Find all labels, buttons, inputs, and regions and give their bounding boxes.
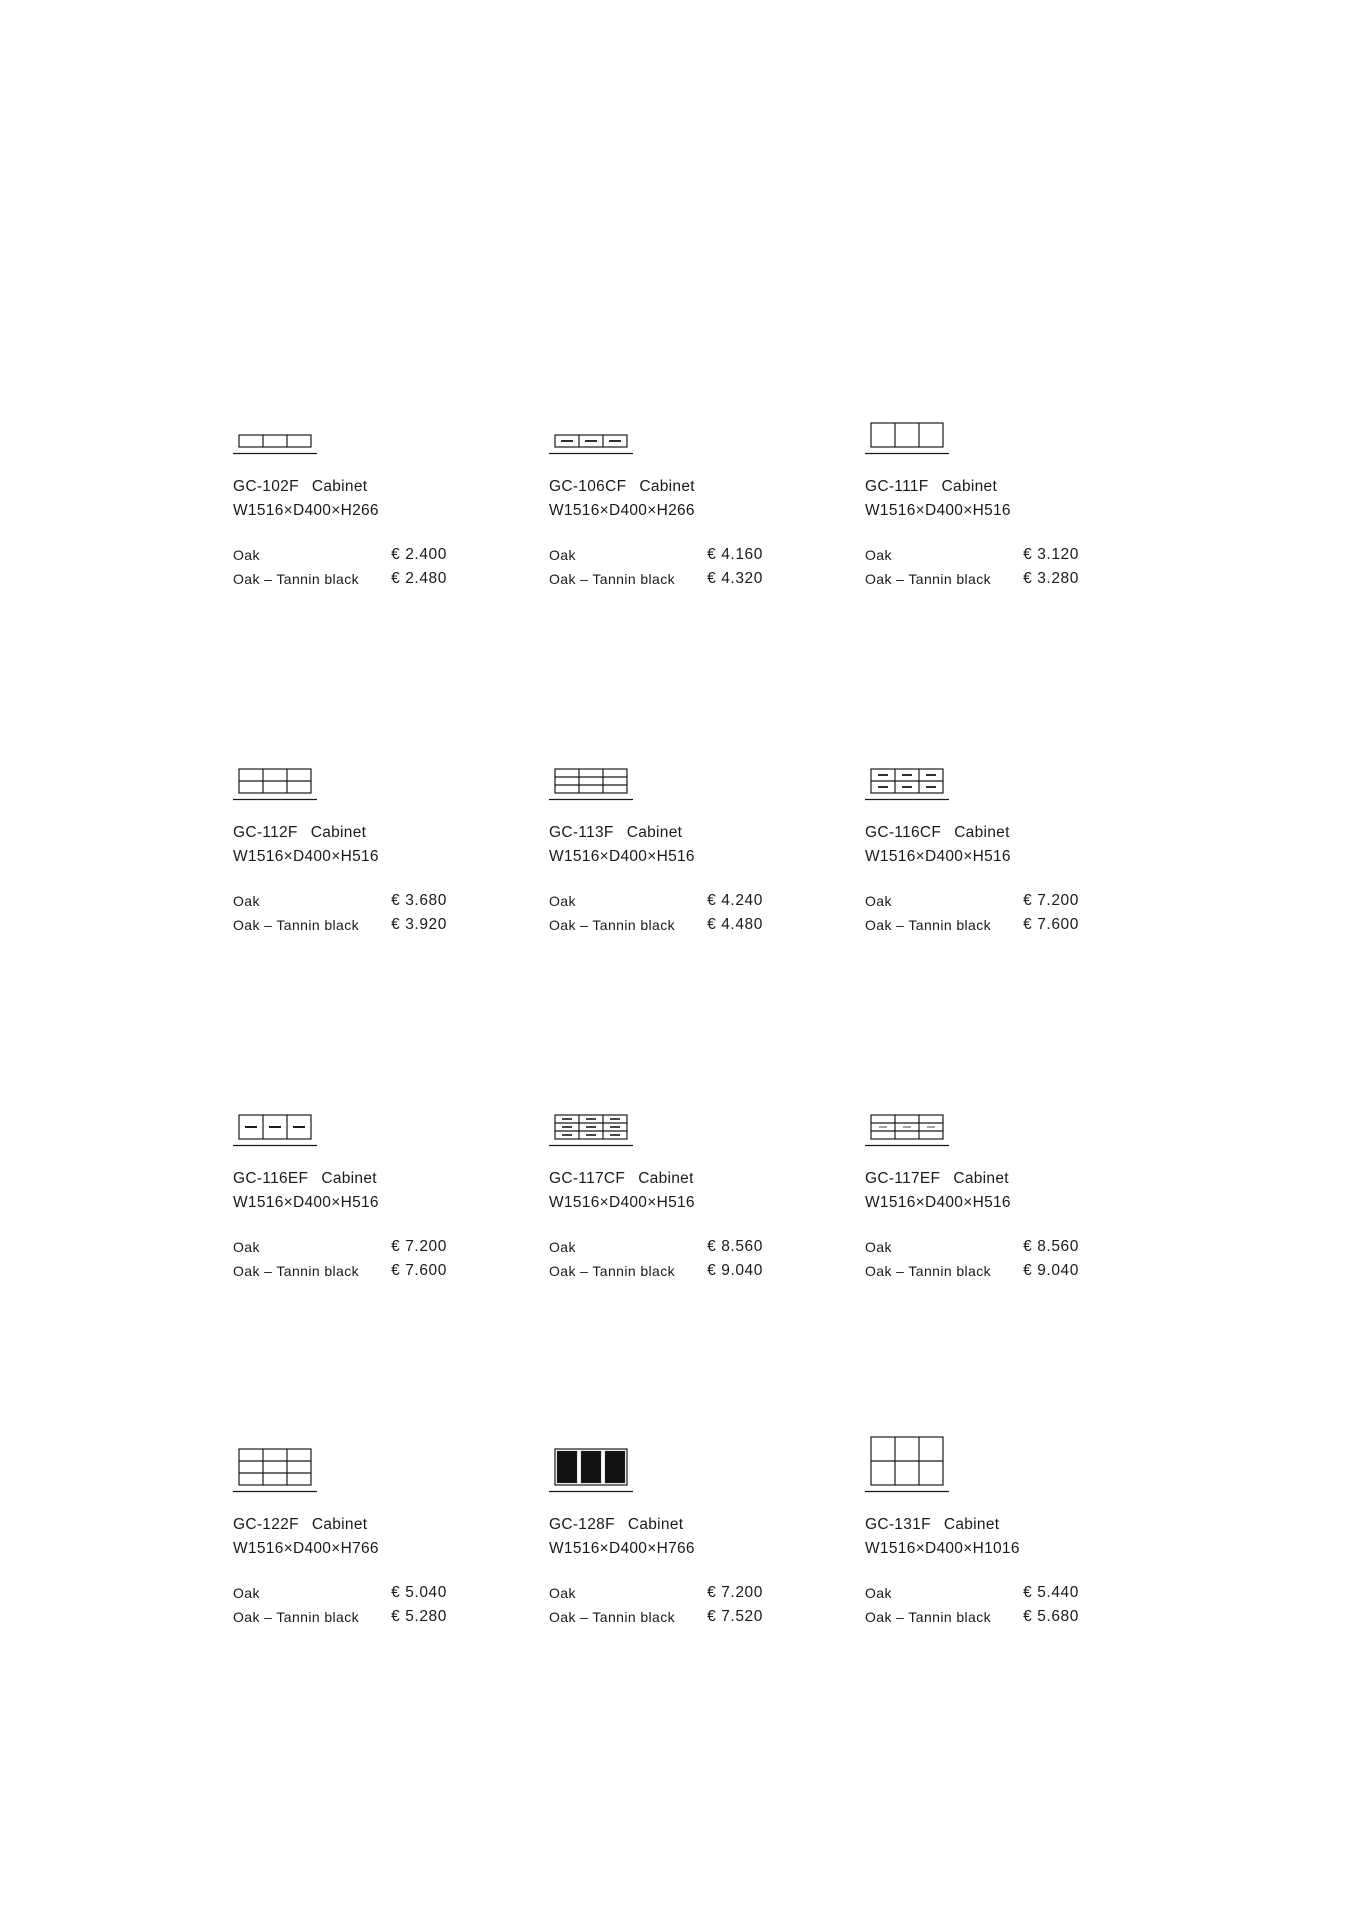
product-item [233, 1097, 549, 1443]
finish-label: Oak – Tannin black [233, 917, 360, 933]
finish-label: Oak [549, 893, 576, 909]
product-item [549, 1443, 865, 1789]
price-value: € 3.680 [391, 892, 447, 909]
finish-label: Oak [233, 547, 260, 563]
finish-label: Oak – Tannin black [233, 571, 360, 587]
price-row [233, 1581, 447, 1605]
price-row [233, 1259, 447, 1283]
product-dimensions: W1516×D400×H766 [549, 1540, 695, 1557]
price-row [233, 567, 447, 591]
finish-label: Oak [233, 1239, 260, 1255]
price-row [865, 1259, 1079, 1283]
price-value: € 9.040 [707, 1262, 763, 1279]
product-type: Cabinet [639, 478, 695, 495]
product-type: Cabinet [943, 1516, 1000, 1533]
finish-label: Oak [865, 1239, 892, 1255]
price-row [233, 543, 447, 567]
product-dimensions: W1516×D400×H266 [549, 502, 695, 519]
price-value: € 9.040 [1023, 1262, 1079, 1279]
product-dimensions: W1516×D400×H1016 [865, 1540, 1020, 1557]
product-type: Cabinet [321, 1170, 377, 1187]
product-code: GC-102F [233, 478, 299, 495]
product-item [549, 751, 865, 1097]
price-row [233, 1605, 447, 1629]
price-row [865, 1235, 1079, 1259]
product-code: GC-117EF [865, 1170, 941, 1187]
product-dimensions: W1516×D400×H516 [865, 1194, 1011, 1211]
finish-label: Oak – Tannin black [549, 1609, 676, 1625]
finish-label: Oak – Tannin black [549, 1263, 676, 1279]
finish-label: Oak [865, 1585, 892, 1601]
product-type: Cabinet [311, 1516, 368, 1533]
product-item [233, 751, 549, 1097]
product-type: Cabinet [310, 824, 367, 841]
product-type: Cabinet [638, 1170, 694, 1187]
price-value: € 7.520 [707, 1608, 763, 1625]
finish-label: Oak – Tannin black [549, 571, 676, 587]
product-item [865, 751, 1173, 1097]
price-row [549, 889, 763, 913]
price-row [549, 1581, 763, 1605]
product-dimensions: W1516×D400×H516 [233, 1194, 379, 1211]
product-code: GC-128F [549, 1516, 615, 1533]
finish-label: Oak – Tannin black [865, 1263, 992, 1279]
price-value: € 7.200 [1023, 892, 1079, 909]
finish-label: Oak [865, 893, 892, 909]
price-row [865, 1581, 1079, 1605]
price-value: € 3.120 [1023, 546, 1079, 563]
price-row [233, 1235, 447, 1259]
product-dimensions: W1516×D400×H766 [233, 1540, 379, 1557]
product-code: GC-116CF [865, 824, 942, 841]
product-dimensions: W1516×D400×H516 [549, 1194, 695, 1211]
product-code: GC-131F [865, 1516, 931, 1533]
price-row [549, 1605, 763, 1629]
price-value: € 4.320 [707, 570, 763, 587]
cabinet-3x2-shelves-icon [233, 761, 317, 801]
price-value: € 7.600 [391, 1262, 447, 1279]
finish-label: Oak – Tannin black [549, 917, 676, 933]
product-dimensions: W1516×D400×H516 [233, 848, 379, 865]
product-type: Cabinet [953, 1170, 1009, 1187]
price-value: € 7.200 [391, 1238, 447, 1255]
product-item [865, 1097, 1173, 1443]
product-code: GC-113F [549, 824, 614, 841]
finish-label: Oak – Tannin black [865, 917, 992, 933]
product-item [865, 405, 1173, 751]
product-item [865, 1443, 1173, 1789]
product-code: GC-122F [233, 1516, 299, 1533]
finish-label: Oak – Tannin black [233, 1609, 360, 1625]
finish-label: Oak [233, 1585, 260, 1601]
cabinet-3x3-grid-icon [233, 1445, 317, 1493]
product-type: Cabinet [626, 824, 683, 841]
product-code: GC-106CF [549, 478, 627, 495]
finish-label: Oak [233, 893, 260, 909]
price-value: € 5.040 [391, 1584, 447, 1601]
price-row [233, 889, 447, 913]
price-row [865, 913, 1079, 937]
price-value: € 3.280 [1023, 570, 1079, 587]
price-value: € 3.920 [391, 916, 447, 933]
price-value: € 7.600 [1023, 916, 1079, 933]
price-row [865, 543, 1079, 567]
price-value: € 2.480 [391, 570, 447, 587]
product-code: GC-111F [865, 478, 929, 495]
cabinet-3-doors-handles-icon [233, 1107, 317, 1147]
finish-label: Oak – Tannin black [233, 1263, 360, 1279]
price-value: € 4.160 [707, 546, 763, 563]
product-type: Cabinet [941, 478, 998, 495]
cabinet-3-drawers-low-icon [549, 415, 633, 455]
product-item [233, 1443, 549, 1789]
cabinet-3-open-mid-icon [865, 415, 949, 455]
price-value: € 8.560 [1023, 1238, 1079, 1255]
cabinet-3x2-drawers-icon [865, 761, 949, 801]
product-type: Cabinet [627, 1516, 684, 1533]
price-row [549, 913, 763, 937]
price-row [549, 1259, 763, 1283]
product-dimensions: W1516×D400×H516 [865, 502, 1011, 519]
product-code: GC-112F [233, 824, 298, 841]
product-item [549, 405, 865, 751]
price-value: € 2.400 [391, 546, 447, 563]
price-row [865, 889, 1079, 913]
price-value: € 4.240 [707, 892, 763, 909]
product-dimensions: W1516×D400×H266 [233, 502, 379, 519]
cabinet-3-black-doors-icon [549, 1445, 633, 1493]
price-row [233, 913, 447, 937]
product-item [233, 405, 549, 751]
finish-label: Oak [549, 1585, 576, 1601]
finish-label: Oak – Tannin black [865, 571, 992, 587]
product-dimensions: W1516×D400×H516 [865, 848, 1011, 865]
product-dimensions: W1516×D400×H516 [549, 848, 695, 865]
price-row [549, 1235, 763, 1259]
cabinet-3x3-drawers-icon [549, 1107, 633, 1147]
product-grid [233, 405, 1173, 1789]
price-value: € 5.680 [1023, 1608, 1079, 1625]
product-type: Cabinet [954, 824, 1010, 841]
price-row [865, 567, 1079, 591]
price-value: € 8.560 [707, 1238, 763, 1255]
finish-label: Oak [865, 547, 892, 563]
cabinet-3x2-tall-icon [865, 1435, 949, 1493]
product-item [549, 1097, 865, 1443]
cabinet-3-open-low-icon [233, 415, 317, 455]
price-row [549, 567, 763, 591]
price-value: € 7.200 [707, 1584, 763, 1601]
cabinet-3x3-shelves-icon [549, 761, 633, 801]
finish-label: Oak [549, 1239, 576, 1255]
cabinet-3x3-drawers-thin-icon [865, 1107, 949, 1147]
price-value: € 5.440 [1023, 1584, 1079, 1601]
finish-label: Oak – Tannin black [865, 1609, 992, 1625]
price-value: € 4.480 [707, 916, 763, 933]
price-row [865, 1605, 1079, 1629]
price-value: € 5.280 [391, 1608, 447, 1625]
finish-label: Oak [549, 547, 576, 563]
product-code: GC-117CF [549, 1170, 626, 1187]
product-code: GC-116EF [233, 1170, 309, 1187]
price-row [549, 543, 763, 567]
product-type: Cabinet [311, 478, 368, 495]
